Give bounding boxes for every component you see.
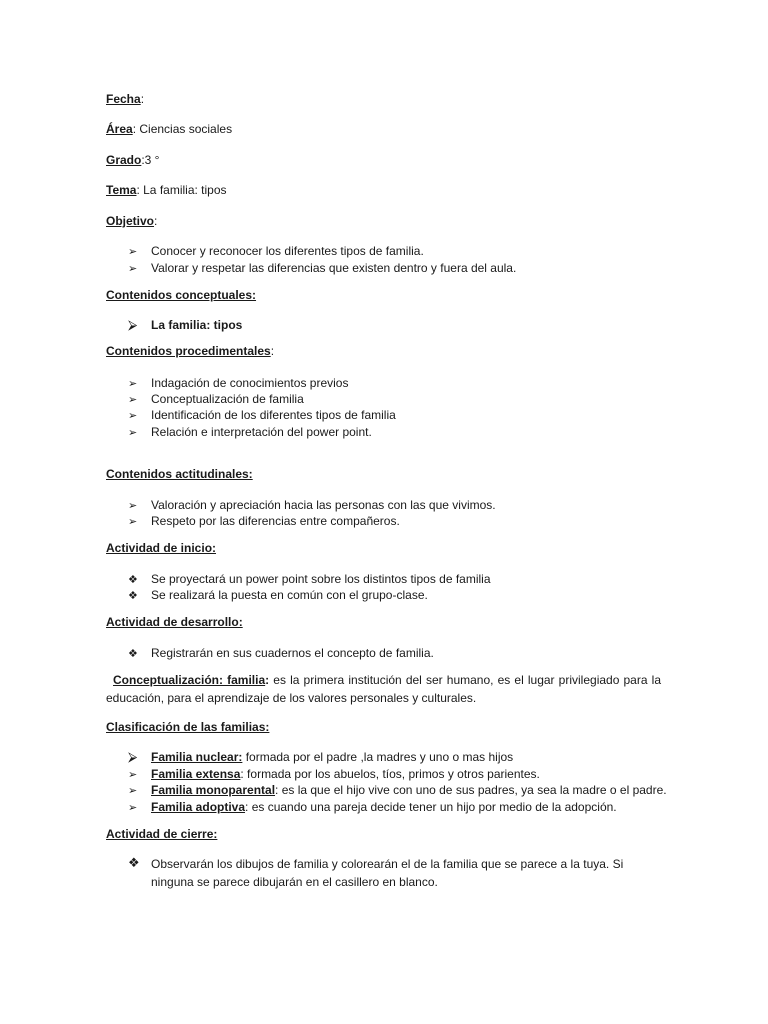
area-label: Área (106, 122, 133, 136)
list-item: ➢ Familia adoptiva: es cuando una pareja decide tener un hijo por medio de la adopción. (128, 800, 617, 814)
list-item: ⮚ Familia nuclear: formada por el padre ,la madres y uno o mas hijos (128, 750, 514, 765)
arrowhead-bullet-icon: ➢ (128, 393, 138, 406)
list-item (128, 855, 661, 891)
list-item: ➢ Relación e interpretación del power point. (128, 425, 372, 439)
concept-paragraph: Conceptualización: familia: es la primera institución del ser humano, es el lugar privilegiado para la educación, para el aprendizaje de los valores personales y culturales. (106, 673, 661, 705)
list-item: ➢ Familia extensa: formada por los abuelos, tíos, primos y otros parientes. (128, 767, 540, 781)
objetivo-text: Valorar y respetar las diferencias que existen dentro y fuera del aula. (151, 261, 517, 275)
list-item: ➢ Familia monoparental: es la que el hijo vive con uno de sus padres, ya sea la madre o el padre. (128, 783, 667, 797)
area-value: : Ciencias sociales (132, 122, 233, 136)
list-item: ➢ Valoración y apreciación hacia las personas con las que vivimos. (128, 498, 496, 512)
fecha-colon: : (140, 92, 145, 106)
fecha-line (106, 91, 144, 107)
arrowhead-bullet-icon: ➢ (128, 499, 138, 512)
diamond-bullet-icon: ❖ (128, 647, 138, 660)
list-item: ➢ Indagación de conocimientos previos (128, 376, 349, 390)
list-item: ❖ Se proyectará un power point sobre los distintos tipos de familia (128, 572, 491, 586)
objetivo-text: Conocer y reconocer los diferentes tipos de familia. (151, 244, 424, 258)
objetivo-label: Objetivo (106, 214, 155, 228)
arrowhead-bullet-icon: ➢ (128, 409, 138, 422)
list-item: ❖ Se realizará la puesta en común con el grupo-clase. (128, 588, 428, 602)
area-line (106, 121, 232, 137)
cierre-text: Observarán los dibujos de familia y colorearán el de la familia que se parece a la tuya. Si ninguna se parece dibujarán en el casillero en blanco. (151, 857, 624, 889)
section-title-inicio: Actividad de inicio: (106, 541, 217, 555)
section-title-actitudinales: Contenidos actitudinales: (106, 467, 253, 481)
list-item: ➢ Respeto por las diferencias entre compañeros. (128, 514, 400, 528)
diamond-bullet-icon: ❖ (128, 856, 140, 871)
conceptual-text: La familia: tipos (151, 318, 243, 332)
arrowhead-bullet-icon: ➢ (128, 768, 138, 781)
arrowhead-bullet-icon: ➢ (128, 784, 138, 797)
arrowhead-bullet-icon: ➢ (128, 377, 138, 390)
arrowhead-bullet-icon: ➢ (128, 245, 138, 258)
arrowhead-bold-bullet-icon: ⮚ (128, 318, 138, 333)
grado-value: :3 ° (141, 153, 160, 167)
objetivo-colon: : (154, 214, 158, 228)
arrowhead-bullet-icon: ➢ (128, 515, 138, 528)
diamond-bullet-icon: ❖ (128, 573, 138, 586)
section-title-clasificacion: Clasificación de las familias: (106, 720, 270, 734)
arrowhead-bold-bullet-icon: ⮚ (128, 750, 138, 765)
fecha-label: Fecha (106, 92, 141, 106)
list-item (128, 243, 424, 260)
concept-label: Conceptualización: familia (113, 673, 266, 687)
concept-text: es la primera institución del ser humano, es el lugar privilegiado para la educación, para el aprendizaje de los valores personales y culturales. (106, 673, 661, 705)
diamond-bullet-icon: ❖ (128, 589, 138, 602)
arrowhead-bullet-icon: ➢ (128, 262, 138, 275)
tema-value: : La familia: tipos (136, 183, 227, 197)
tema-line (106, 182, 227, 198)
section-title-procedimentales: Contenidos procedimentales: (106, 344, 275, 358)
list-item: ❖ Registrarán en sus cuadernos el concepto de familia. (128, 646, 434, 660)
arrowhead-bullet-icon: ➢ (128, 426, 138, 439)
grado-label: Grado (106, 153, 142, 167)
section-title-conceptuales: Contenidos conceptuales: (106, 288, 257, 302)
list-item: ➢ Conceptualización de familia (128, 392, 304, 406)
tema-label: Tema (106, 183, 137, 197)
grado-line (106, 152, 159, 168)
list-item: ➢ Identificación de los diferentes tipos de familia (128, 408, 396, 422)
section-title-desarrollo: Actividad de desarrollo: (106, 615, 243, 629)
list-item (128, 260, 516, 277)
objetivo-line (106, 213, 157, 229)
list-item (128, 317, 242, 334)
section-title-cierre: Actividad de cierre: (106, 827, 218, 841)
arrowhead-bullet-icon: ➢ (128, 801, 138, 814)
